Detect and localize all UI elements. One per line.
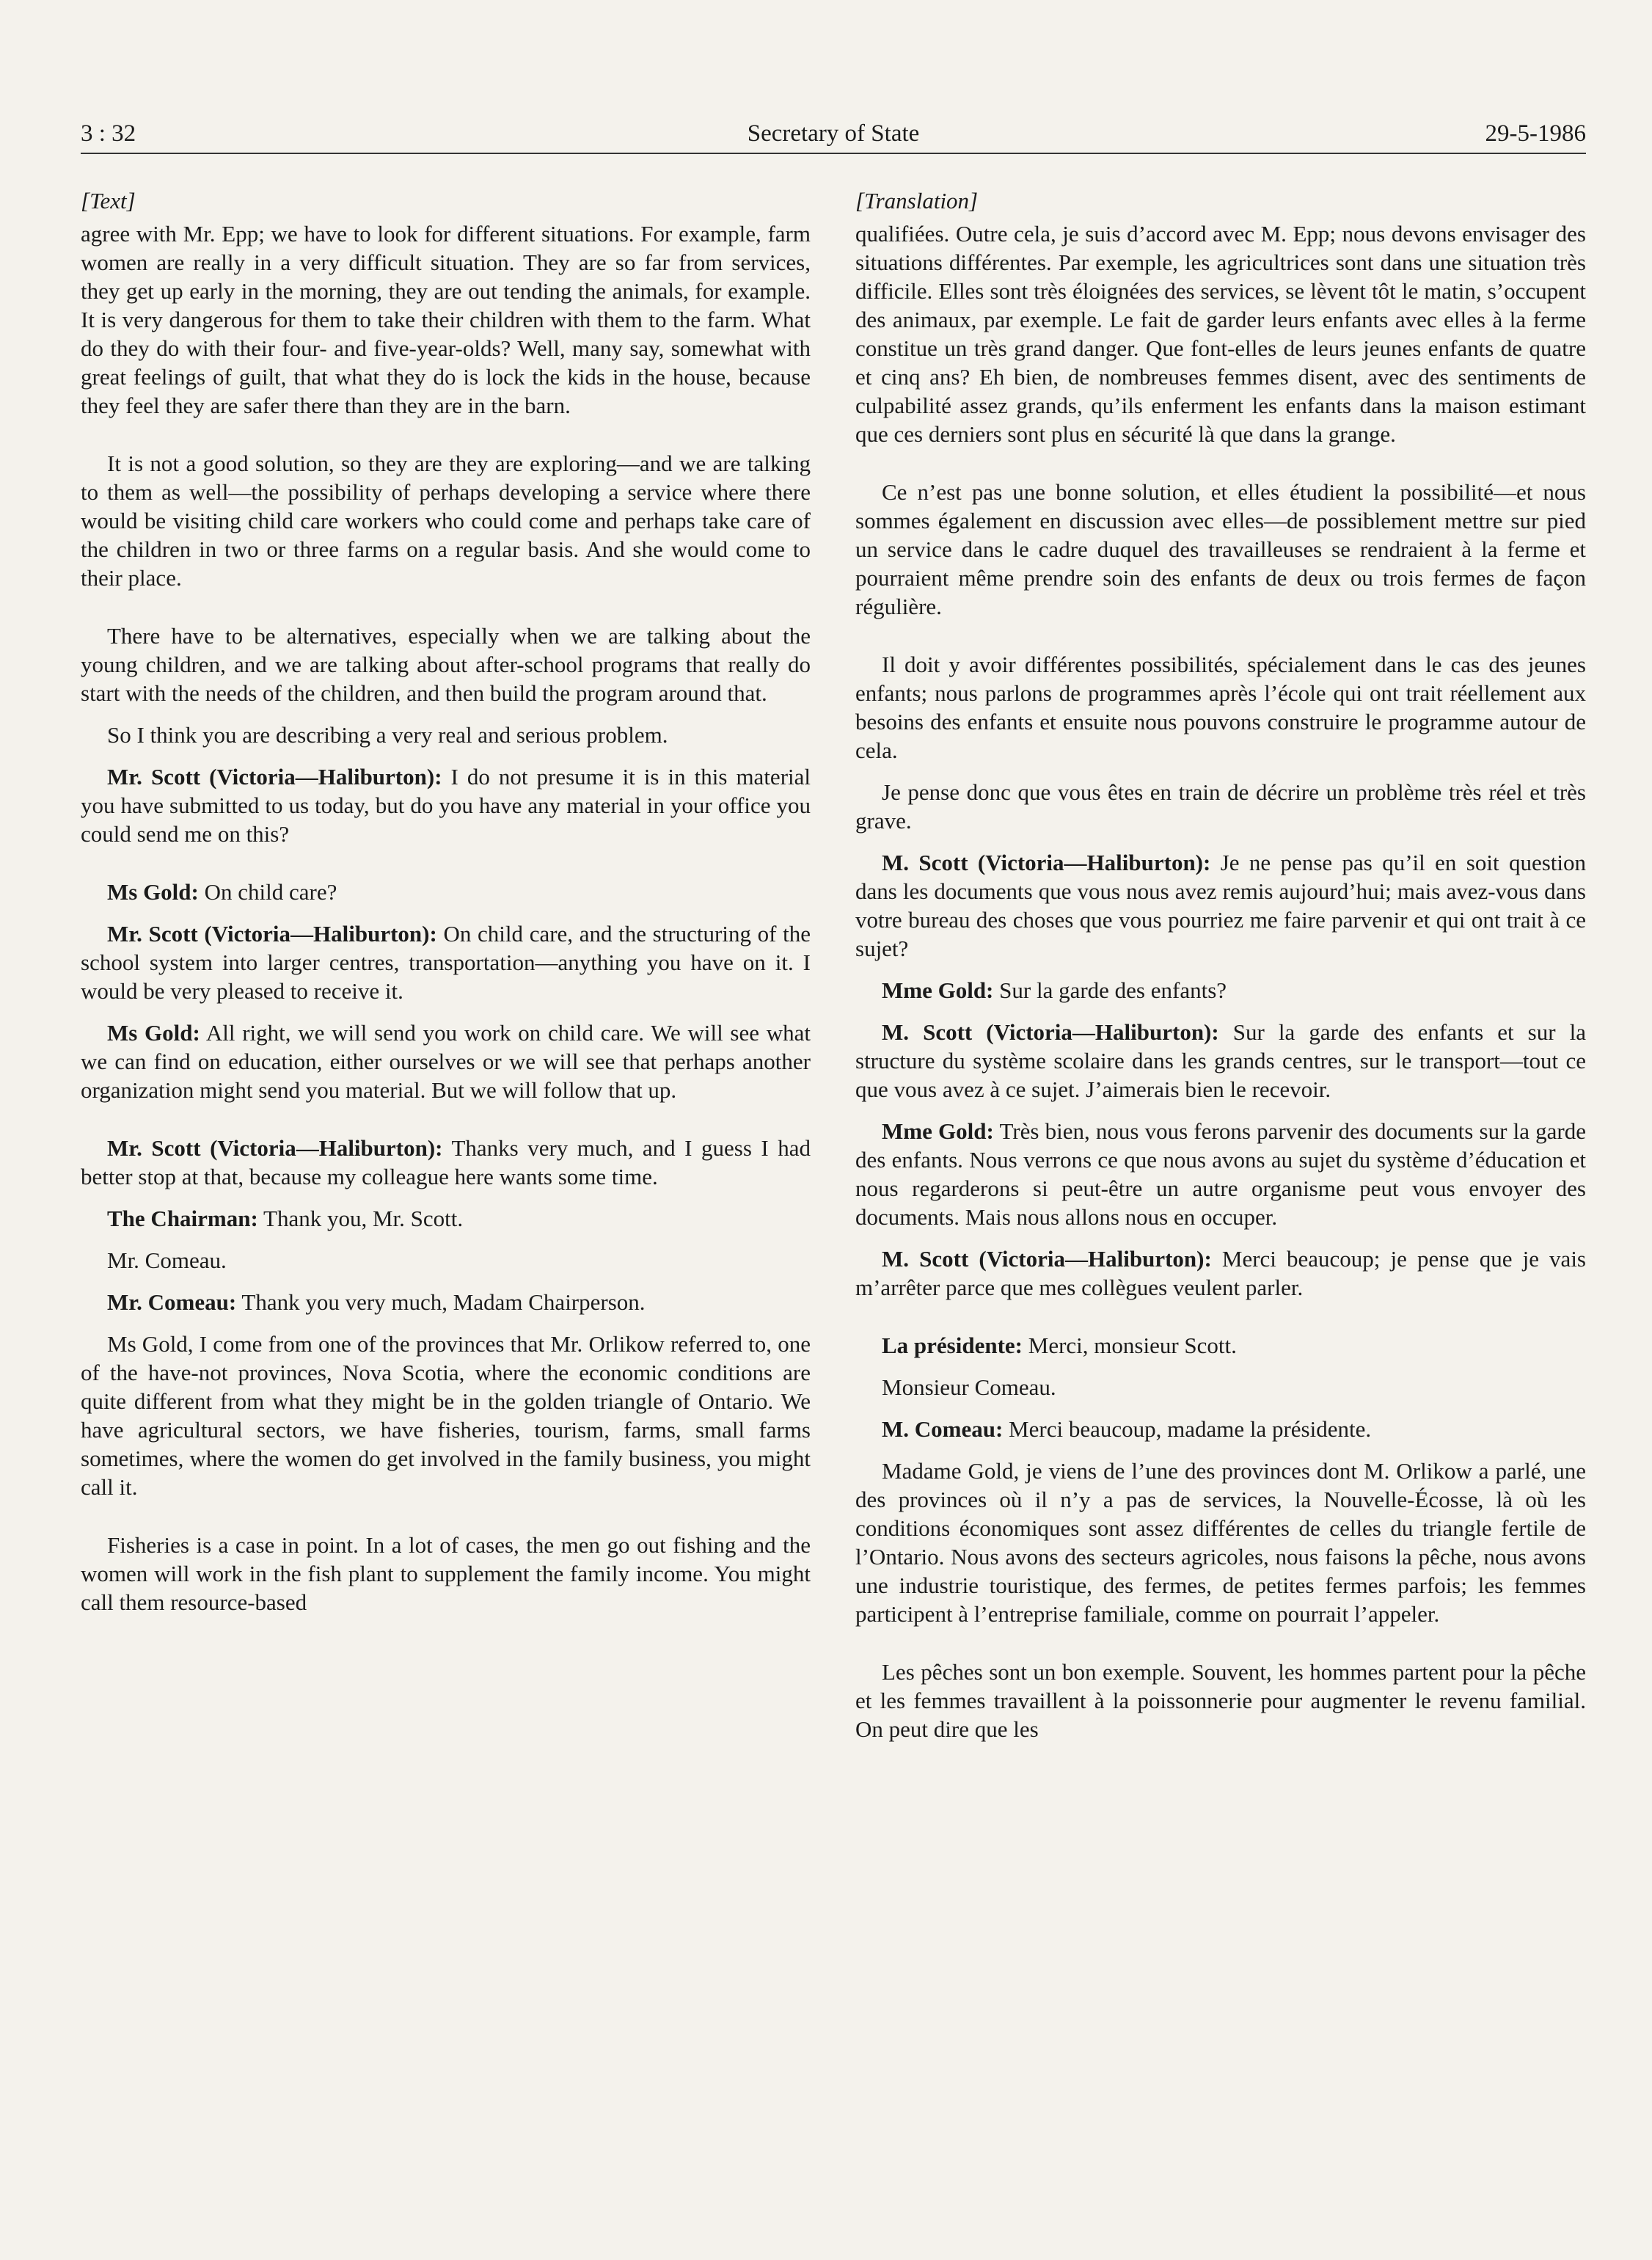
page-reference: 3 : 32 — [81, 120, 136, 147]
speaker-name: M. Scott (Victoria—Haliburton): — [882, 1246, 1212, 1272]
header-rule — [81, 153, 1586, 154]
speaker-name: Mr. Scott (Victoria—Haliburton): — [107, 1135, 443, 1161]
speaker-name: Mme Gold: — [882, 1118, 994, 1144]
paragraph: Ce n’est pas une bonne solution, et elles étudient la possibilité—et nous sommes également en discussion avec elles—de possiblement mettre sur pied un service dans le cadre duquel des travailleuses se rendraient à la ferme et pourraient même prendre soin des enfants de deux ou trois fermes de façon régulière. — [855, 479, 1586, 619]
paragraph: La présidente: Merci, monsieur Scott. — [882, 1333, 1237, 1358]
paragraph: qualifiées. Outre cela, je suis d’accord avec M. Epp; nous devons envisager des situations différentes. Par exemple, les agricultrices sont dans une situation très difficile. Elles sont très éloignées des services, se lèvent tôt le matin, s’occupent des animaux, par exemple. Le fait de garder leurs enfants avec elles à la ferme constitue un très grand danger. Que font-elles de leurs jeunes enfants de quatre et cinq ans? Eh bien, de nombreuses femmes disent, avec des sentiments de culpabilité assez grands, qu’ils enferment les enfants dans la maison estimant que ces derniers sont plus en sécurité là que dans la grange. — [855, 221, 1586, 447]
speaker-name: Mme Gold: — [882, 977, 994, 1003]
speaker-name: M. Scott (Victoria—Haliburton): — [882, 1019, 1219, 1045]
paragraph: Monsieur Comeau. — [882, 1374, 1056, 1400]
paragraph: M. Comeau: Merci beaucoup, madame la présidente. — [882, 1416, 1372, 1442]
running-title: Secretary of State — [747, 120, 920, 147]
paragraph: Mr. Comeau: Thank you very much, Madam Chairperson. — [107, 1289, 646, 1315]
paragraph: M. Scott (Victoria—Haliburton): Sur la garde des enfants et sur la structure du système scolaire dans les grands centres, sur le transport—tout ce que vous avez à ce sujet. J’aimerais bien le recevoir. — [855, 1019, 1586, 1102]
language-tag: [Text] — [81, 188, 136, 214]
speaker-name: M. Scott (Victoria—Haliburton): — [882, 850, 1211, 875]
speaker-name: Mr. Scott (Victoria—Haliburton): — [107, 921, 437, 947]
paragraph: There have to be alternatives, especially when we are talking about the young children, and we are talking about after-school programs that really do start with the needs of the children, and then build the program around that. — [81, 623, 811, 706]
paragraph: Les pêches sont un bon exemple. Souvent, les hommes partent pour la pêche et les femmes travaillent à la poissonnerie pour augmenter le revenu familial. On peut dire que les — [855, 1659, 1586, 1742]
paragraph: Mr. Scott (Victoria—Haliburton): On child care, and the structuring of the school system into larger centres, transportation—anything you have on it. I would be very pleased to receive it. — [81, 921, 811, 1004]
speaker-name: M. Comeau: — [882, 1416, 1004, 1442]
language-tag: [Translation] — [855, 188, 979, 214]
paragraph: M. Scott (Victoria—Haliburton): Merci beaucoup; je pense que je vais m’arrêter parce que mes collègues veulent parler. — [855, 1246, 1586, 1300]
paragraph: Mme Gold: Sur la garde des enfants? — [882, 977, 1227, 1003]
paragraph: Je pense donc que vous êtes en train de décrire un problème très réel et très grave. — [855, 779, 1586, 834]
paragraph: Ms Gold: On child care? — [107, 879, 337, 905]
paragraph: Il doit y avoir différentes possibilités, spécialement dans le cas des jeunes enfants; nous parlons de programmes après l’école qui ont trait réellement aux besoins des enfants et ensuite nous pouvons construire le programme autour de cela. — [855, 652, 1586, 763]
paragraph: Mr. Scott (Victoria—Haliburton): Thanks very much, and I guess I had better stop at that, because my colleague here wants some time. — [81, 1135, 811, 1189]
speaker-name: La présidente: — [882, 1333, 1023, 1358]
paragraph: The Chairman: Thank you, Mr. Scott. — [107, 1206, 464, 1231]
paragraph: agree with Mr. Epp; we have to look for different situations. For example, farm women are really in a very difficult situation. They are so far from services, they get up early in the morning, they are out tending the animals, for example. It is very dangerous for them to take their children with them to the farm. What do they do with their four- and five-year-olds? Well, many say, somewhat with great feelings of guilt, that what they do is lock the kids in the house, because they feel they are safer there than they are in the barn. — [81, 221, 811, 418]
paragraph: Madame Gold, je viens de l’une des provinces dont M. Orlikow a parlé, une des provinces où il n’y a pas de services, la Nouvelle-Écosse, là où les conditions économiques sont assez différentes de celles du triangle fertile de l’Ontario. Nous avons des secteurs agricoles, nous faisons la pêche, nous avons une industrie touristique, des fermes, de petites fermes parfois; les femmes participent à l’entreprise familiale, comme on pourrait l’appeler. — [855, 1458, 1586, 1627]
page-date: 29-5-1986 — [1485, 120, 1586, 147]
speaker-name: Ms Gold: — [107, 1020, 200, 1046]
paragraph: M. Scott (Victoria—Haliburton): Je ne pense pas qu’il en soit question dans les documents que vous nous avez remis aujourd’hui; mais avez-vous dans votre bureau des choses que vous pourriez me faire parvenir et qui ont trait à ce sujet? — [855, 850, 1587, 961]
speaker-name: Mr. Scott (Victoria—Haliburton): — [107, 764, 442, 790]
paragraph: Mme Gold: Très bien, nous vous ferons parvenir des documents sur la garde des enfants. Nous verrons ce que nous avons au sujet du système d’éducation et nous regarderons si peut-être un autre organisme peut vous envoyer des documents. Mais nous allons nous en occuper. — [855, 1118, 1586, 1230]
paragraph: Mr. Comeau. — [107, 1247, 227, 1273]
speaker-name: Mr. Comeau: — [107, 1289, 237, 1315]
paragraph: Ms Gold: All right, we will send you work on child care. We will see what we can find on education, either ourselves or we will see that perhaps another organization might send you material. But we will follow that up. — [81, 1020, 811, 1103]
paragraph: Ms Gold, I come from one of the provinces that Mr. Orlikow referred to, one of the have-not provinces, Nova Scotia, where the economic conditions are quite different from what they might be in the golden triangle of Ontario. We have agricultural sectors, we have fisheries, tourism, farms, small farms sometimes, where the women do get involved in the family business, you might call it. — [81, 1331, 811, 1500]
english-column — [81, 186, 811, 1630]
paragraph: So I think you are describing a very real and serious problem. — [107, 722, 668, 748]
paragraph: Fisheries is a case in point. In a lot of cases, the men go out fishing and the women will work in the fish plant to supplement the family income. You might call them resource-based — [81, 1532, 811, 1615]
page-header — [81, 116, 1586, 151]
french-column — [855, 186, 1586, 1757]
speaker-name: Ms Gold: — [107, 879, 199, 905]
paragraph: It is not a good solution, so they are they are exploring—and we are talking to them as well—the possibility of perhaps developing a service where there would be visiting child care workers who could come and perhaps take care of the children in two or three farms on a regular basis. And she would come to their place. — [81, 451, 811, 591]
speaker-name: The Chairman: — [107, 1206, 258, 1231]
paragraph: Mr. Scott (Victoria—Haliburton): I do not presume it is in this material you have submitted to us today, but do you have any material in your office you could send me on this? — [81, 764, 811, 847]
